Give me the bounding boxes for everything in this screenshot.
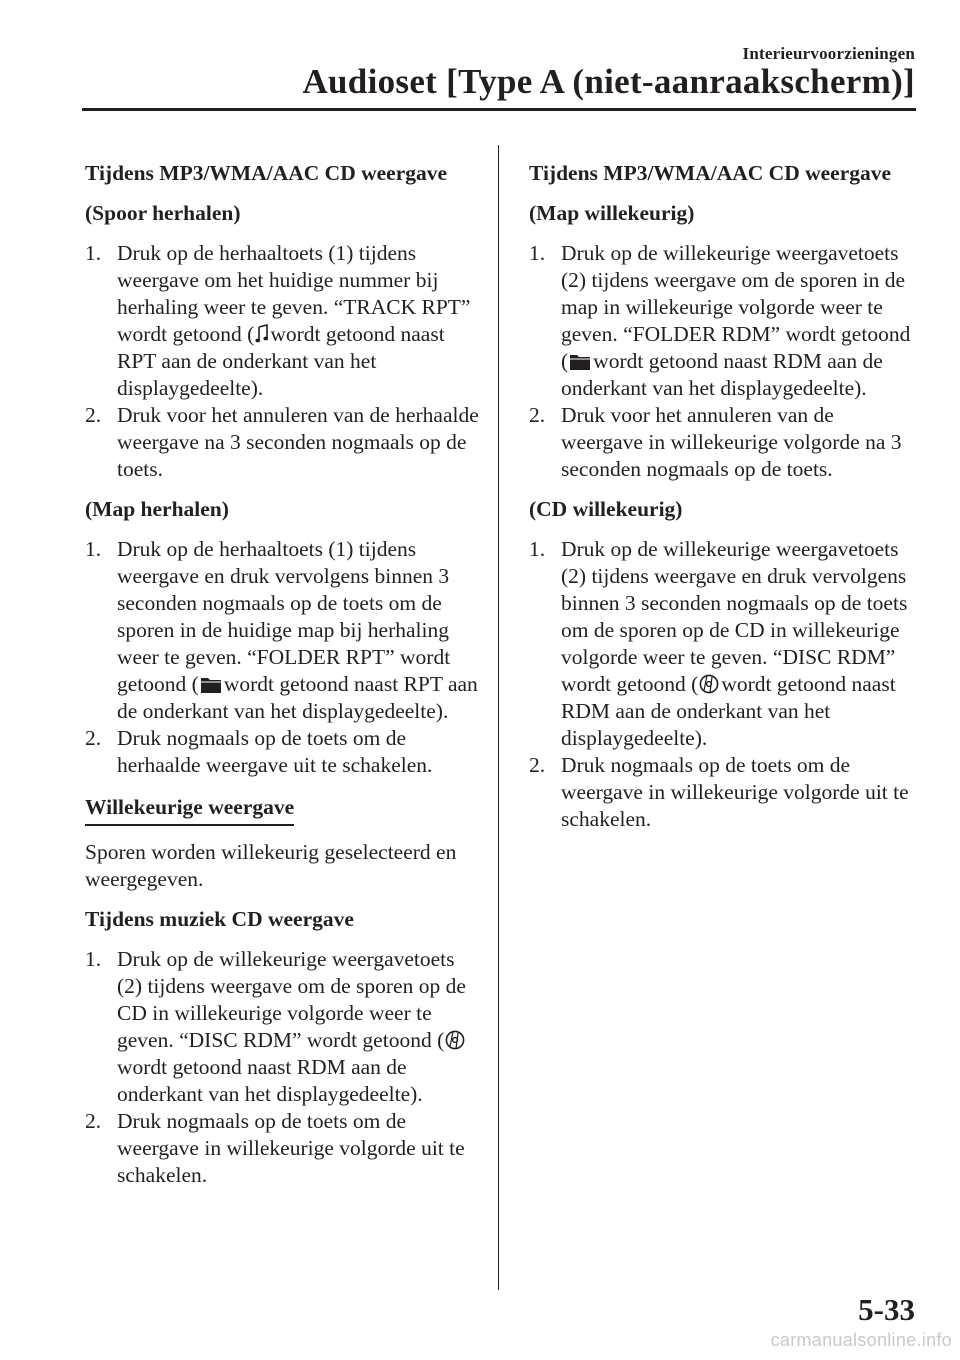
step-number: 1. xyxy=(85,947,102,971)
step-text: Druk op de herhaaltoets (1) tijdens weergave en druk vervolgens binnen 3 seconden nogmaals op de toets om de sporen in de huidige map bij herhaling weer te geven. “FOLDER RPT” wordt getoond ( xyxy=(117,537,451,696)
page-number: 5-33 xyxy=(858,1292,915,1327)
step-number: 2. xyxy=(529,753,546,777)
folder-random-steps xyxy=(529,240,921,483)
step-number: 2. xyxy=(529,403,546,427)
heading-cd-random: (CD willekeurig) xyxy=(529,497,683,521)
page-title: Audioset [Type A (niet-aanraakscherm)] xyxy=(302,62,915,101)
step-number: 1. xyxy=(85,537,102,561)
step-text: Druk op de willekeurige weergavetoets (2) tijdens weergave om de sporen op de CD in willekeurige volgorde weer te geven. “DISC RDM” wordt getoond ( xyxy=(117,947,466,1052)
list-item xyxy=(529,536,921,752)
step-text: Druk nogmaals op de toets om de herhaalde weergave uit te schakelen. xyxy=(117,726,433,777)
list-item xyxy=(85,725,480,779)
section-heading-random: Willekeurige weergave xyxy=(85,794,294,826)
list-item xyxy=(85,946,480,1108)
step-text-continued: wordt getoond naast RDM aan de onderkant van het displaygedeelte). xyxy=(561,672,896,750)
random-intro-text: Sporen worden willekeurig geselecteerd en weergegeven. xyxy=(85,840,457,891)
step-text: Druk op de willekeurige weergavetoets (2) tijdens weergave om de sporen in de map in willekeurige volgorde weer te geven. “FOLDER RDM” wordt getoond ( xyxy=(561,241,911,373)
disc-icon xyxy=(699,674,719,694)
column-divider xyxy=(498,145,499,1290)
left-column xyxy=(85,160,480,1202)
heading-folder-repeat: (Map herhalen) xyxy=(85,497,229,521)
list-item xyxy=(529,240,921,402)
list-item xyxy=(529,402,921,483)
track-repeat-steps xyxy=(85,240,480,483)
step-number: 1. xyxy=(85,241,102,265)
list-item xyxy=(85,1108,480,1189)
heading-track-repeat: (Spoor herhalen) xyxy=(85,201,241,225)
watermark: carmanualsonline.info xyxy=(770,1330,952,1350)
header-rule xyxy=(82,108,916,111)
step-text: Druk nogmaals op de toets om de weergave in willekeurige volgorde uit te schakelen. xyxy=(117,1109,465,1187)
cd-random-steps xyxy=(529,536,921,833)
step-text-continued: wordt getoond naast RPT aan de onderkant van het displaygedeelte). xyxy=(117,672,478,723)
step-text: Druk nogmaals op de toets om de weergave in willekeurige volgorde uit te schakelen. xyxy=(561,753,909,831)
list-item xyxy=(85,402,480,483)
heading-mp3-playback: Tijdens MP3/WMA/AAC CD weergave xyxy=(85,161,448,185)
step-number: 2. xyxy=(85,1109,102,1133)
folder-icon xyxy=(200,675,222,694)
step-number: 1. xyxy=(529,241,546,265)
step-text-continued: wordt getoond naast RDM aan de onderkant van het displaygedeelte). xyxy=(117,1055,423,1106)
music-note-icon xyxy=(255,324,268,344)
folder-repeat-steps xyxy=(85,536,480,779)
heading-music-cd-playback: Tijdens muziek CD weergave xyxy=(85,907,354,931)
step-number: 1. xyxy=(529,537,546,561)
heading-folder-random: (Map willekeurig) xyxy=(529,201,695,225)
step-number: 2. xyxy=(85,403,102,427)
heading-mp3-playback: Tijdens MP3/WMA/AAC CD weergave xyxy=(529,161,892,185)
music-cd-random-steps xyxy=(85,946,480,1189)
folder-icon xyxy=(569,352,591,371)
right-column xyxy=(529,160,921,846)
step-text-continued: wordt getoond naast RPT aan de onderkant van het displaygedeelte). xyxy=(117,322,445,400)
step-text: Druk op de herhaaltoets (1) tijdens weergave om het huidige nummer bij herhaling weer te geven. “TRACK RPT” wordt getoond ( xyxy=(117,241,471,346)
step-number: 2. xyxy=(85,726,102,750)
step-text: Druk voor het annuleren van de weergave in willekeurige volgorde na 3 seconden nogmaals op de toets. xyxy=(561,403,902,481)
list-item xyxy=(529,752,921,833)
step-text: Druk voor het annuleren van de herhaalde weergave na 3 seconden nogmaals op de toets. xyxy=(117,403,479,481)
header-category: Interieurvoorzieningen xyxy=(742,44,915,63)
step-text: Druk op de willekeurige weergavetoets (2) tijdens weergave en druk vervolgens binnen 3 seconden nogmaals op de toets om de sporen op de CD in willekeurige volgorde weer te geven. “DISC RDM” wordt getoond ( xyxy=(561,537,908,696)
step-text-continued: wordt getoond naast RDM aan de onderkant van het displaygedeelte). xyxy=(561,349,883,400)
list-item xyxy=(85,240,480,402)
list-item xyxy=(85,536,480,725)
disc-icon xyxy=(445,1030,465,1050)
